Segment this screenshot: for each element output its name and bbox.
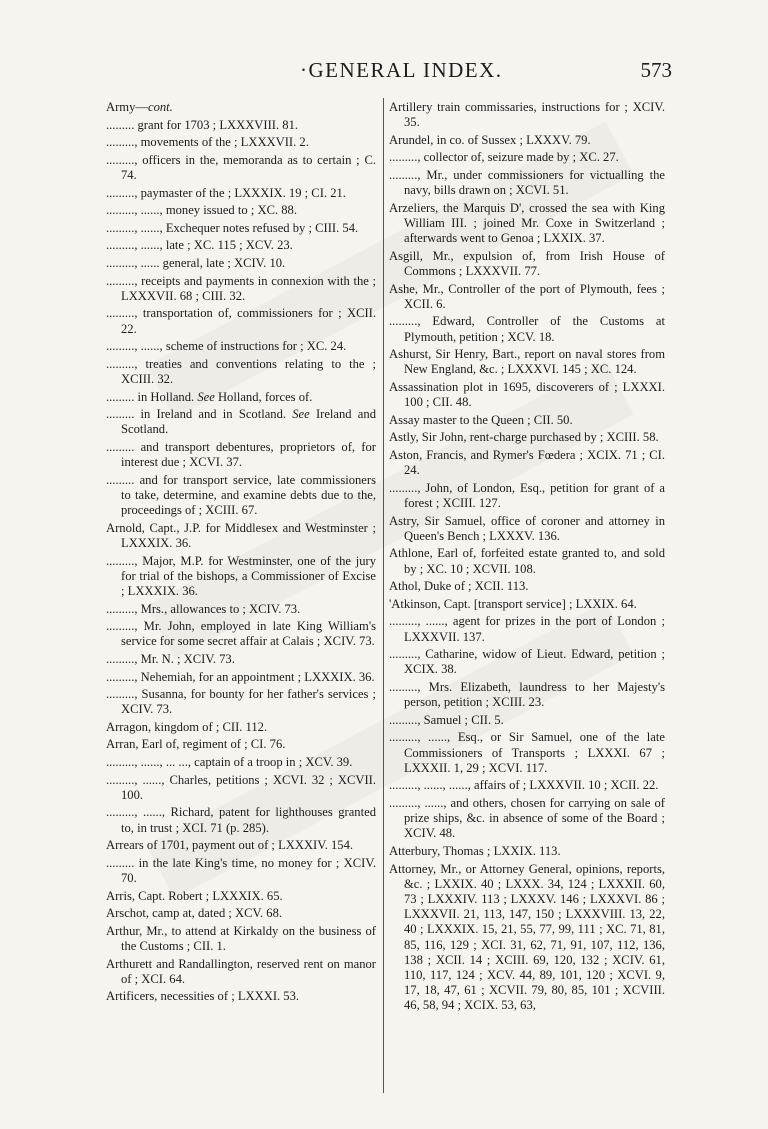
- index-entry: Arthur, Mr., to attend at Kirkaldy on the business of the Customs ; CII. 1.: [106, 923, 376, 954]
- index-entry: Arzeliers, the Marquis D', crossed the sea with King William III. ; joined Mr. Coxe in Switzerland ; afterwards went to Genoa ; LXXIX. 37.: [389, 200, 665, 246]
- index-entry: ........., ......, Exchequer notes refused by ; CIII. 54.: [106, 220, 359, 235]
- index-entry: Arran, Earl of, regiment of ; CI. 76.: [106, 737, 286, 752]
- index-entry: ........., ......, Esq., or Sir Samuel, one of the late Commissioners of Transports ; LXXXI. 67 ; LXXXII. 1, 29 ; XCVI. 117.: [389, 730, 665, 775]
- index-entry: ........., Susanna, for bounty for her father's services ; XCIV. 73.: [106, 687, 376, 717]
- index-entry: ......... and transport debentures, proprietors of, for interest due ; XCVI. 37.: [106, 439, 376, 470]
- index-entry: Ashurst, Sir Henry, Bart., report on naval stores from New England, &c. ; LXXXVI. 145 ; XC. 124.: [389, 347, 665, 377]
- index-entry: Arthurett and Randallington, reserved rent on manor of ; XCI. 64.: [106, 956, 376, 986]
- index-entry: ........., transportation of, commissioners for ; XCII. 22.: [106, 306, 376, 336]
- index-entry: Army—cont.: [106, 100, 173, 114]
- page-title: ·GENERAL INDEX.: [300, 58, 503, 82]
- index-entry: ......... in Ireland and in Scotland. See Ireland and Scotland.: [106, 407, 376, 437]
- index-entry: ........., Catharine, widow of Lieut. Edward, petition ; XCIX. 38.: [389, 647, 665, 677]
- index-entry: ........., Major, M.P. for Westminster, one of the jury for trial of the bishops, a Commissioner of Excise ; LXXXIX. 36.: [106, 553, 376, 598]
- index-entry: Atterbury, Thomas ; LXXIX. 113.: [389, 843, 561, 858]
- index-entry: ......... and for transport service, late commissioners to take, determine, and examine debts due to the, proceedings of ; XCIII. 67.: [106, 472, 376, 518]
- index-entry: Arris, Capt. Robert ; LXXXIX. 65.: [106, 888, 283, 903]
- index-entry: ........., Mr. John, employed in late King William's service for some secret affair at Calais ; XCIV. 73.: [106, 619, 376, 649]
- index-entry: ........., officers in the, memoranda as to certain ; C. 74.: [106, 152, 376, 182]
- index-column-left: [106, 100, 376, 1007]
- index-entry: ........., receipts and payments in connexion with the ; LXXXVII. 68 ; CIII. 32.: [106, 273, 376, 303]
- index-entry: ......... in Holland. See Holland, forces of.: [106, 389, 313, 404]
- index-entry: Artillery train commissaries, instructions for ; XCIV. 35.: [389, 100, 665, 130]
- index-entry: ........., ......, and others, chosen for carrying on sale of prize ships, &c. in absence of some of the Board ; XCIV. 48.: [389, 795, 665, 841]
- index-entry: ........., John, of London, Esq., petition for grant of a forest ; XCIII. 127.: [389, 480, 665, 510]
- index-entry: Aston, Francis, and Rymer's Fœdera ; XCIX. 71 ; CI. 24.: [389, 447, 665, 478]
- index-entry: ........., ......, scheme of instructions for ; XC. 24.: [106, 339, 347, 354]
- index-entry: ........., Samuel ; CII. 5.: [389, 712, 504, 727]
- index-entry: ........., Mr., under commissioners for victualling the navy, bills drawn on ; XCVI. 51.: [389, 167, 665, 198]
- index-entry: Astly, Sir John, rent-charge purchased by ; XCIII. 58.: [389, 430, 659, 445]
- index-entry: ......... in the late King's time, no money for ; XCIV. 70.: [106, 855, 376, 886]
- index-entry: Artificers, necessities of ; LXXXI. 53.: [106, 989, 300, 1004]
- index-entry: ........., ......, ... ..., captain of a troop in ; XCV. 39.: [106, 755, 353, 770]
- index-entry: Astry, Sir Samuel, office of coroner and attorney in Queen's Bench ; LXXXV. 136.: [389, 513, 665, 543]
- index-entry: Attorney, Mr., or Attorney General, opinions, reports, &c. ; LXXIX. 40 ; LXXX. 34, 124 ; LXXXII. 60, 73 ; LXXXIV. 113 ; LXXXV. 146 ; LXXXVI. 86 ; LXXXVII. 21, 113, 147, 150 ; LXXXVIII. 13, 22, 40 ; LXXXIX. 15, 21, 55, 77, 99, 111 ; XC. 71, 81, 85, 116, 129 ; XCI. 31, 62, 71, 91, 107, 112, 136, 138 ; XCII. 14 ; XCIII. 69, 120, 132 ; XCIV. 61, 110, 117, 124 ; XCV. 44, 89, 101, 120 ; XCVI. 9, 17, 18, 47, 61 ; XCVII. 79, 80, 85, 101 ; XCVIII. 46, 58, 94 ; XCIX. 53, 63,: [389, 861, 665, 1013]
- index-entry: ........., Mrs., allowances to ; XCIV. 73.: [106, 601, 301, 616]
- index-entry: Arnold, Capt., J.P. for Middlesex and Westminster ; LXXXIX. 36.: [106, 520, 376, 550]
- index-entry: Ashe, Mr., Controller of the port of Plymouth, fees ; XCII. 6.: [389, 281, 665, 311]
- index-entry: ........., Mr. N. ; XCIV. 73.: [106, 651, 235, 666]
- page-header: [0, 58, 768, 88]
- index-entry: Arschot, camp at, dated ; XCV. 68.: [106, 906, 283, 921]
- index-entry: ........., ......, ......, affairs of ; LXXXVII. 10 ; XCII. 22.: [389, 778, 659, 793]
- index-column-right: [389, 100, 665, 1016]
- index-entry: ........., ......, late ; XC. 115 ; XCV. 23.: [106, 238, 293, 253]
- index-entry: ........., Edward, Controller of the Customs at Plymouth, petition ; XCV. 18.: [389, 314, 665, 344]
- index-entry: ........., movements of the ; LXXXVII. 2.: [106, 135, 309, 150]
- index-entry: 'Atkinson, Capt. [transport service] ; LXXIX. 64.: [389, 596, 637, 611]
- index-entry: ........., treaties and conventions relating to the ; XCIII. 32.: [106, 356, 376, 386]
- index-entry: Athlone, Earl of, forfeited estate granted to, and sold by ; XC. 10 ; XCVII. 108.: [389, 546, 665, 576]
- page-number: 573: [640, 58, 672, 82]
- index-entry: Arragon, kingdom of ; CII. 112.: [106, 719, 268, 734]
- index-entry: ........., ...... general, late ; XCIV. 10.: [106, 255, 286, 270]
- index-entry: Assay master to the Queen ; CII. 50.: [389, 412, 573, 427]
- index-entry: ........., ......, money issued to ; XC. 88.: [106, 203, 298, 218]
- index-entry: Assassination plot in 1695, discoverers of ; LXXXI. 100 ; CII. 48.: [389, 379, 665, 410]
- index-entry: ........., paymaster of the ; LXXXIX. 19 ; CI. 21.: [106, 185, 346, 200]
- index-entry: Arrears of 1701, payment out of ; LXXXIV. 154.: [106, 838, 354, 853]
- index-entry: Arundel, in co. of Sussex ; LXXXV. 79.: [389, 132, 591, 147]
- index-entry: ........., ......, Richard, patent for lighthouses granted to, in trust ; XCI. 71 (p. 285).: [106, 805, 376, 835]
- index-entry: ........., collector of, seizure made by ; XC. 27.: [389, 150, 619, 165]
- index-entry: Athol, Duke of ; XCII. 113.: [389, 579, 529, 594]
- index-entry: ........., ......, Charles, petitions ; XCVI. 32 ; XCVII. 100.: [106, 772, 376, 802]
- index-entry: Asgill, Mr., expulsion of, from Irish House of Commons ; LXXXVII. 77.: [389, 248, 665, 278]
- index-entry: ........., Nehemiah, for an appointment ; LXXXIX. 36.: [106, 669, 375, 684]
- column-divider: [383, 98, 384, 1093]
- index-entry: ........., Mrs. Elizabeth, laundress to her Majesty's person, petition ; XCIII. 23.: [389, 679, 665, 710]
- index-entry: ........., ......, agent for prizes in the port of London ; LXXXVII. 137.: [389, 614, 665, 644]
- index-entry: ......... grant for 1703 ; LXXXVIII. 81.: [106, 117, 299, 132]
